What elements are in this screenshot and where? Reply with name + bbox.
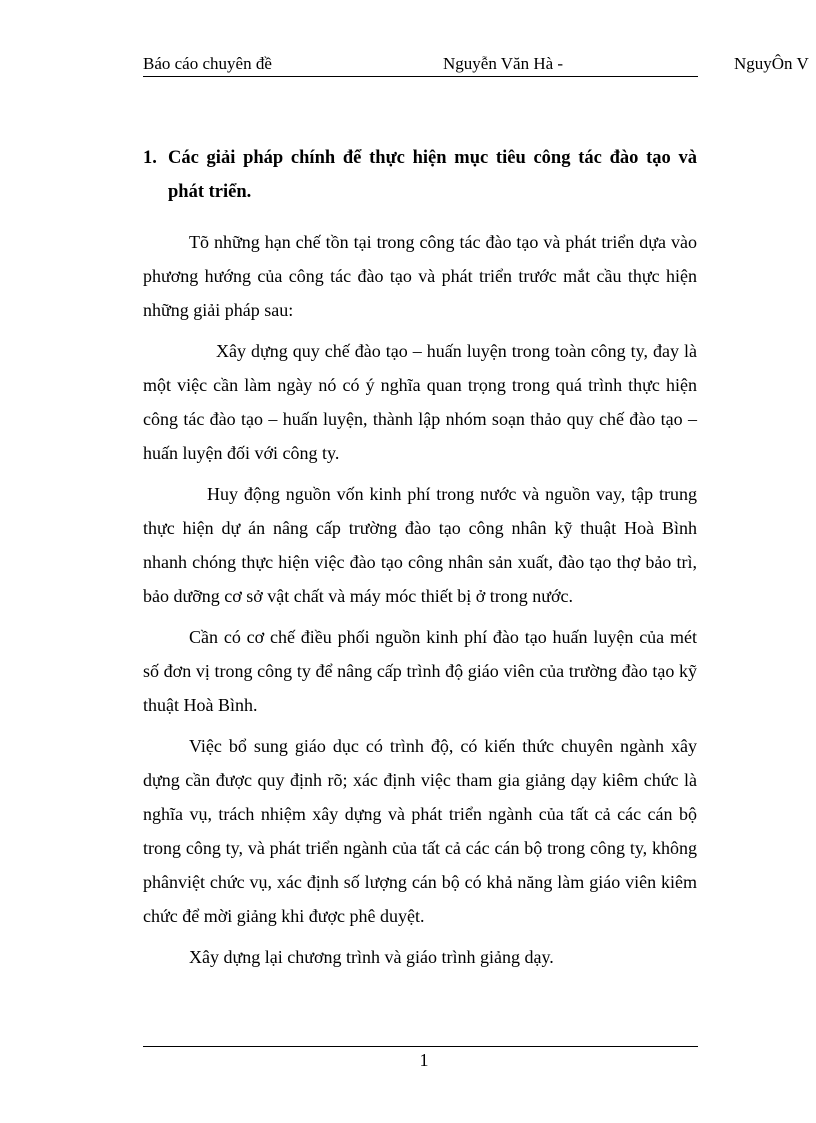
paragraph-funding: Huy động nguồn vốn kinh phí trong nước và nguồn vay, tập trung thực hiện dự án nâng cấp trường đào tạo công nhân kỹ thuật Hoà Bình nhanh chóng thực hiện việc đào tạo công nhân sản xuất, đào tạo thợ bảo trì, bảo dưỡng cơ sở vật chất và máy móc thiết bị ở trong nước. (143, 484, 697, 606)
paragraph-regulation: Xây dựng quy chế đào tạo – huấn luyện trong toàn công ty, đay là một việc cần làm ngày nó có ý nghĩa quan trọng trong quá trình thực hiện công tác đào tạo – huấn luyện, thành lập nhóm soạn thảo quy chế đào tạo – huấn luyện đối với công ty. (143, 341, 697, 463)
section-heading-line-1: Các giải pháp chính để thực hiện mục tiêu công tác đào tạo và (168, 148, 697, 168)
header-author-cutoff: NguyÔn V (734, 54, 809, 73)
paragraph-coordination: Cần có cơ chế điều phối nguồn kinh phí đào tạo huấn luyện của mét số đơn vị trong công ty để nâng cấp trình độ giáo viên của trường đào tạo kỹ thuật Hoà Bình. (143, 627, 697, 715)
page-number: 1 (419, 1050, 429, 1070)
footer-divider (143, 1046, 698, 1047)
header-report-title: Báo cáo chuyên đề (143, 54, 272, 73)
paragraph-teachers: Việc bổ sung giáo dục có trình độ, có kiến thức chuyên ngành xây dựng cần được quy định rõ; xác định việc tham gia giảng dạy kiêm chức là nghĩa vụ, trách nhiệm xây dựng và phát triển ngành của tất cả các cán bộ trong công ty, và phát triển ngành của tất cả các cán bộ trong công ty, không phânviệt chức vụ, xác định số lượng cán bộ có khả năng làm giáo viên kiêm chức để mời giảng khi được phê duyệt. (143, 736, 697, 926)
header-author: Nguyễn Văn Hà - (443, 54, 564, 73)
section-number: 1. (143, 148, 157, 168)
header-divider (143, 76, 698, 77)
section-heading-line-2: phát triển. (168, 182, 252, 202)
body-text (143, 225, 697, 974)
paragraph-intro: Tõ những hạn chế tồn tại trong công tác đào tạo và phát triển dựa vào phương hướng của công tác đào tạo và phát triển trước mắt cầu thực hiện những giải pháp sau: (143, 232, 697, 320)
paragraph-curriculum: Xây dựng lại chương trình và giáo trình giảng dạy. (189, 947, 554, 967)
